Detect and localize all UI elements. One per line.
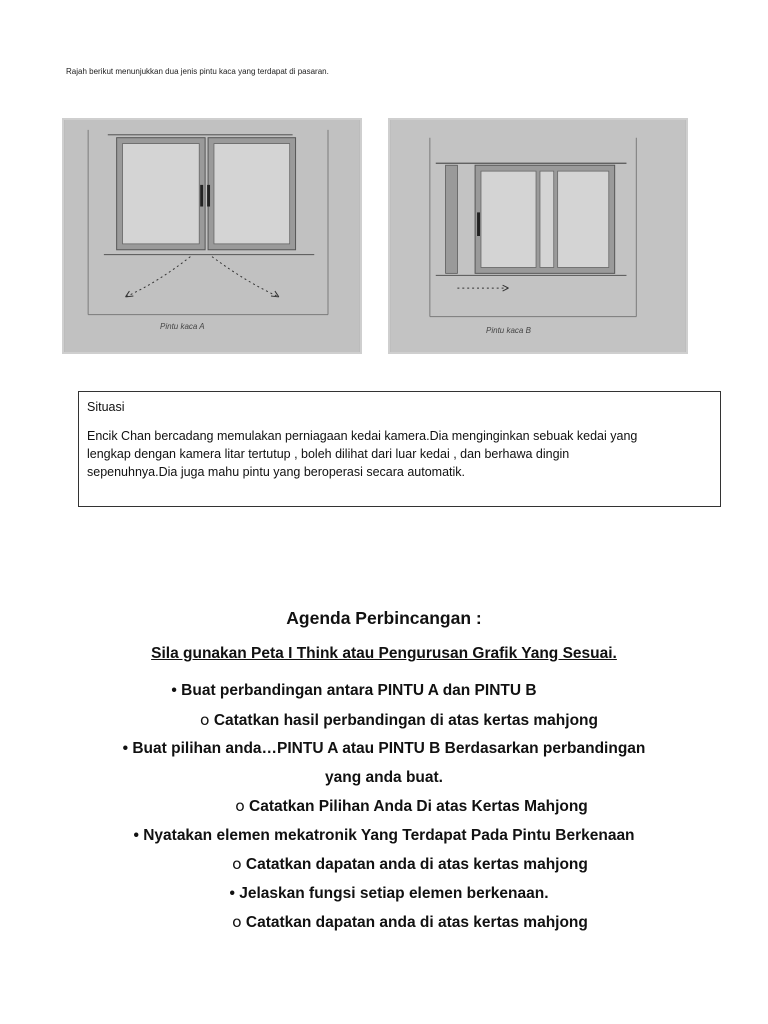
agenda-item xyxy=(0,764,768,793)
agenda-item-text: Buat pilihan anda…PINTU A atau PINTU B Berdasarkan perbandingan xyxy=(132,740,646,757)
agenda-item-text: Catatkan dapatan anda di atas kertas mahjong xyxy=(245,914,588,931)
figure-pintu-kaca-a xyxy=(62,118,362,354)
agenda-item-text: Nyatakan elemen mekatronik Yang Terdapat Pada Pintu Berkenaan xyxy=(143,826,635,844)
agenda-item-text: Catatkan hasil perbandingan di atas kertas mahjong xyxy=(213,711,598,729)
intro-text: Rajah berikut menunjukkan dua jenis pintu kaca yang terdapat di pasaran. xyxy=(66,67,329,76)
circle-marker: o xyxy=(200,710,210,729)
situasi-line: sepenuhnya.Dia juga mahu pintu yang beroperasi secara automatik. xyxy=(87,465,466,480)
circle-marker: o xyxy=(232,913,242,931)
agenda-item xyxy=(10,880,768,909)
figure-pintu-kaca-b xyxy=(388,118,688,354)
agenda-item xyxy=(30,706,768,736)
situasi-line: Encik Chan bercadang memulakan perniagaan kedai kamera.Dia menginginkan sebuak kedai yang xyxy=(87,429,638,444)
bullet-marker: • xyxy=(133,826,139,844)
agenda-item-text: yang anda buat. xyxy=(325,768,443,786)
agenda-item xyxy=(52,908,768,938)
figure-b-caption: Pintu kaca B xyxy=(486,326,531,335)
agenda-item xyxy=(52,850,768,880)
agenda-item xyxy=(55,792,768,822)
agenda-item-text: Jelaskan fungsi setiap elemen berkenaan. xyxy=(239,884,549,902)
agenda-item-text: Buat perbandingan antara PINTU A dan PINTU B xyxy=(181,682,537,699)
situasi-line: lengkap dengan kamera litar tertutup , boleh dilihat dari luar kedai , dan berhawa dingin xyxy=(87,447,570,462)
bullet-marker: • xyxy=(122,740,129,757)
bullet-marker: • xyxy=(171,682,177,699)
door-b-drawing xyxy=(390,120,686,352)
circle-marker: o xyxy=(232,855,242,873)
agenda-list xyxy=(0,677,768,938)
agenda-item-text: Catatkan dapatan anda di atas kertas mahjong xyxy=(245,856,588,873)
agenda-instruction: Sila gunakan Peta I Think atau Pengurusan Grafik Yang Sesuai. xyxy=(151,645,617,662)
situasi-title: Situasi xyxy=(87,400,125,414)
figure-a-caption: Pintu kaca A xyxy=(160,322,205,331)
bullet-marker: • xyxy=(229,884,235,902)
agenda-item xyxy=(0,822,768,851)
circle-marker: o xyxy=(235,797,245,815)
agenda-section xyxy=(0,608,768,938)
door-a-drawing xyxy=(64,120,360,352)
agenda-item xyxy=(0,735,768,764)
agenda-item xyxy=(0,677,768,706)
agenda-item-text: Catatkan Pilihan Anda Di atas Kertas Mahjong xyxy=(249,798,588,815)
agenda-title: Agenda Perbincangan : xyxy=(286,608,482,628)
situasi-box xyxy=(78,391,721,507)
